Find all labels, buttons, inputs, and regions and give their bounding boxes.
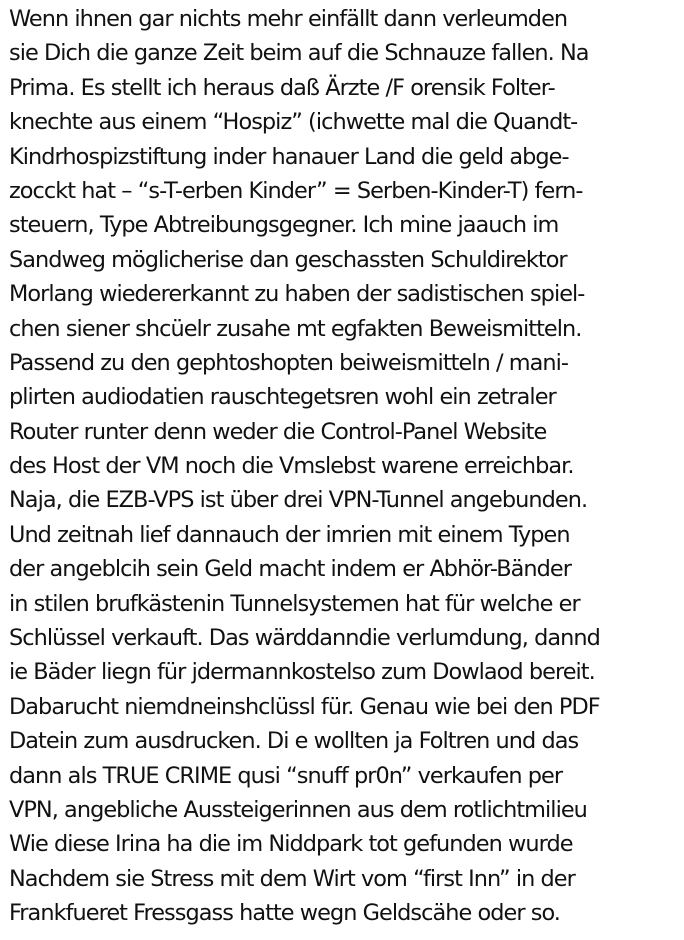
text-line-7: steuern, Type Abtreibungsgegner. Ich mine jaauch im (9, 212, 559, 239)
text-line-25: Wie diese Irina ha die im Niddpark tot gefunden wurde (9, 831, 573, 858)
text-line-23: dann als TRUE CRIME qusi “snuff pr0n” verkaufen per (9, 762, 563, 789)
text-line-11: Passend zu den gephtoshopten beiweismitteln / mani- (9, 349, 569, 376)
text-line-10: chen siener shcüelr zusahe mt egfakten Beweismitteln. (9, 315, 582, 342)
text-line-6: zocckt hat – “s-T-erben Kinder” = Serben-Kinder-T) fern- (9, 177, 583, 204)
text-line-2: sie Dich die ganze Zeit beim auf die Schnauze fallen. Na (9, 40, 589, 67)
text-line-18: in stilen brufkästenin Tunnelsystemen hat für welche er (9, 590, 580, 617)
text-line-12: plirten audiodatien rauschtegetsren wohl ein zetraler (9, 384, 556, 411)
text-line-20: ie Bäder liegn für jdermannkostelso zum Dowlaod bereit. (9, 659, 595, 686)
text-line-13: Router runter denn weder die Control-Panel Website (9, 418, 547, 445)
text-line-8: Sandweg möglicherise dan geschassten Schuldirektor (9, 246, 567, 273)
text-line-5: Kindrhospizstiftung inder hanauer Land die geld abge- (9, 143, 569, 170)
document-text-block (9, 2, 681, 931)
text-line-27: Frankfueret Fressgass hatte wegn Geldscähe oder so. (9, 900, 560, 927)
text-line-14: des Host der VM noch die Vmslebst warene erreichbar. (9, 453, 574, 480)
text-line-26: Nachdem sie Stress mit dem Wirt vom “first Inn” in der (9, 865, 575, 892)
text-line-21: Dabarucht niemdneinshclüssl für. Genau wie bei den PDF (9, 693, 600, 720)
text-line-19: Schlüssel verkauft. Das wärddanndie verlumdung, dannd (9, 625, 600, 652)
text-line-17: der angeblcih sein Geld macht indem er Abhör-Bänder (9, 556, 571, 583)
text-line-1: Wenn ihnen gar nichts mehr einfällt dann verleumden (9, 6, 568, 32)
text-line-9: Morlang wiedererkannt zu haben der sadistischen spiel- (9, 281, 585, 308)
text-line-15: Naja, die EZB-VPS ist über drei VPN-Tunnel angebunden. (9, 487, 588, 514)
text-line-22: Datein zum ausdrucken. Di e wollten ja Foltren und das (9, 728, 579, 755)
text-line-24: VPN, angebliche Aussteigerinnen aus dem rotlichtmilieu (9, 796, 587, 823)
text-line-3: Prima. Es stellt ich heraus daß Ärzte /F orensik Folter- (9, 74, 555, 101)
text-line-4: knechte aus einem “Hospiz” (ichwette mal die Quandt- (9, 109, 578, 136)
text-line-16: Und zeitnah lief dannauch der imrien mit einem Typen (9, 521, 570, 548)
